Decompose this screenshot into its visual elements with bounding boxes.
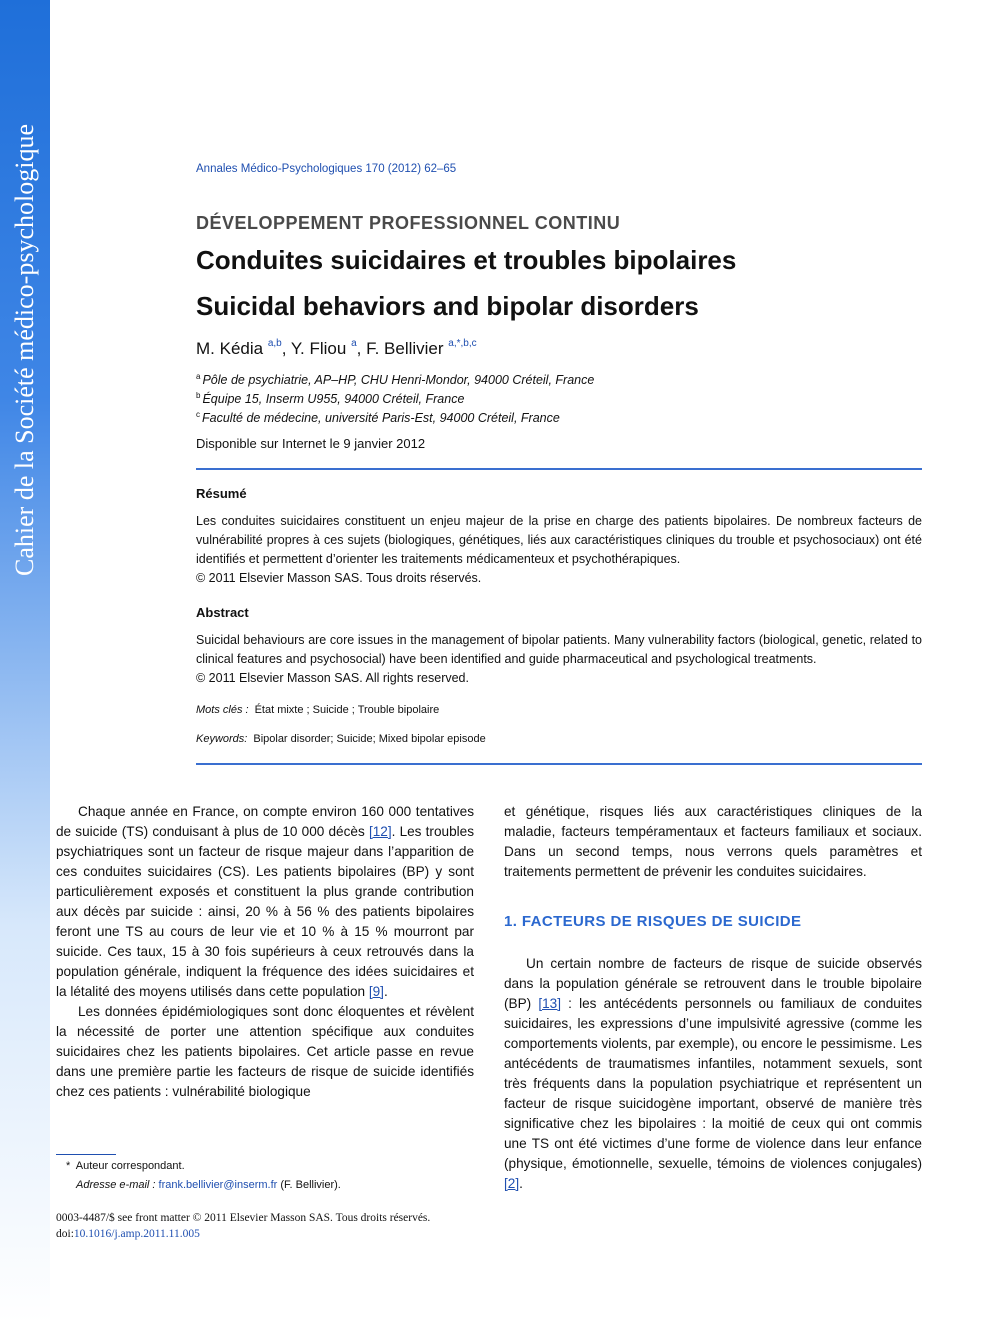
doi-link[interactable]: 10.1016/j.amp.2011.11.005: [73, 1228, 200, 1240]
author-affiliation-mark[interactable]: a: [351, 338, 357, 349]
doi-line: doi:10.1016/j.amp.2011.11.005: [56, 1228, 200, 1240]
paragraph: Un certain nombre de facteurs de risque de suicide observés dans la population générale se retrouvent dans le trouble bipolaire (BP) [13] : les antécédents personnels ou familiaux de conduites suicidaires, les expressions d’une impulsivité agressive (comme les comportements violents, par exemple), ou encore le pessimisme. Les antécédents de traumatismes infantiles, notamment sexuels, sont très fréquents dans la population psychiatrique et représentent un facteur de risque suicidogène important, observé de manière très significative chez les bipolaires : la moitié de ceux qui ont commis une TS ont été victimes d’une forme de violence dans leur enfance (physique, émotionnelle, sexuelle, témoins de violences conjugales) [2].: [504, 956, 922, 1191]
affiliation: $^c$ Faculté de médecine, université Paris-Est, 94000 Créteil, France: [196, 410, 560, 425]
divider-bottom: [196, 763, 922, 765]
author-affiliation-mark[interactable]: a,*,b,c: [448, 338, 477, 349]
footnote-divider: [56, 1154, 116, 1155]
author-name: F. Bellivier: [366, 339, 444, 358]
title-french: Conduites suicidaires et troubles bipolaires: [196, 245, 737, 275]
author-name: M. Kédia: [196, 339, 264, 358]
affiliation: $^b$ Équipe 15, Inserm U955, 94000 Créteil, France: [196, 391, 465, 406]
author-affiliation-mark[interactable]: a,b: [267, 338, 282, 349]
author-list: M. Kédia $^{a,b}$, Y. Fliou $^a$, F. Bellivier $^{a,*,b,c}$: [196, 338, 477, 358]
affiliation: $^a$ Pôle de psychiatrie, AP–HP, CHU Henri-Mondor, 94000 Créteil, France: [196, 372, 595, 387]
paragraph: Les données épidémiologiques sont donc éloquentes et révèlent la nécessité de porter une attention spécifique aux conduites suicidaires chez les patients bipolaires. Cet article passe en revue dans une première partie les facteurs de risque de suicide identifiés chez ces patients : vulnérabilité biologique: [56, 1004, 474, 1099]
body-column-left: [56, 802, 474, 1102]
footnote-corresponding: * Auteur correspondant.: [66, 1160, 185, 1172]
paragraph: et génétique, risques liés aux caractéristiques cliniques de la maladie, facteurs tempéramentaux et facteurs familiaux et sociaux. Dans un second temps, nous verrons quels paramètres et traitements permettent de prévenir les conduites suicidaires.: [504, 804, 922, 879]
citation-link[interactable]: [2]: [504, 1176, 520, 1191]
email-link[interactable]: frank.bellivier@inserm.fr: [158, 1179, 278, 1191]
resume-text: Les conduites suicidaires constituent un enjeu majeur de la prise en charge des patients bipolaires. De nombreux facteurs de vulnérabilité propres à ces sujets (biologiques, génétiques, liés aux caractéristiques cliniques du trouble et psychosociaux) ont été identifiés et permettent d’orienter les traitements médicamenteux et psychothérapiques. © 2011 Elsevier Masson SAS. Tous droits réservés.: [196, 514, 922, 585]
abstract-heading: Abstract: [196, 605, 249, 620]
abstract-copyright: © 2011 Elsevier Masson SAS. All rights reserved.: [196, 671, 469, 685]
title-english: Suicidal behaviors and bipolar disorders: [196, 291, 699, 321]
journal-sidebar: [0, 0, 50, 1323]
issn-line: 0003-4487/$ see front matter © 2011 Elsevier Masson SAS. Tous droits réservés.: [56, 1212, 431, 1224]
resume-copyright: © 2011 Elsevier Masson SAS. Tous droits réservés.: [196, 571, 482, 585]
author-name: Y. Fliou: [290, 339, 347, 358]
citation-link[interactable]: [13]: [538, 996, 562, 1011]
journal-reference[interactable]: Annales Médico-Psychologiques 170 (2012) 62–65: [196, 163, 457, 175]
section-label: DÉVELOPPEMENT PROFESSIONNEL CONTINU: [196, 213, 621, 233]
citation-link[interactable]: [12]: [368, 824, 392, 839]
citation-link[interactable]: [9]: [368, 984, 384, 999]
mots-cles: Mots clés : État mixte ; Suicide ; Trouble bipolaire: [196, 704, 440, 716]
abstract-text: Suicidal behaviours are core issues in the management of bipolar patients. Many vulnerability factors (biological, genetic, related to clinical features and psychosocial) have been identified and guide pharmaceutical and psychological treatments. © 2011 Elsevier Masson SAS. All rights reserved.: [196, 633, 922, 685]
sidebar-title: Cahier de la Société médico-psychologique: [10, 124, 39, 576]
footnote-email: Adresse e-mail : frank.bellivier@inserm.fr (F. Bellivier).: [76, 1179, 341, 1191]
keywords: Keywords: Bipolar disorder; Suicide; Mixed bipolar episode: [196, 733, 486, 745]
body-column-right: [504, 802, 922, 1194]
resume-heading: Résumé: [196, 486, 247, 501]
available-online-date: Disponible sur Internet le 9 janvier 2012: [196, 436, 426, 451]
section-heading: 1. FACTEURS DE RISQUES DE SUICIDE: [504, 913, 802, 930]
paragraph: Chaque année en France, on compte environ 160 000 tentatives de suicide (TS) conduisant à plus de 10 000 décès [12]. Les troubles psychiatriques sont un facteur de risque majeur dans l’apparition de ces conduites suicidaires (CS). Les patients bipolaires (BP) y sont particulièrement exposés et constituent la plus grande contribution aux décès par suicide : ainsi, 20 % à 56 % des patients bipolaires feront une TS au cours de leur vie et 10 % à 15 % mourront par suicide. Ces taux, 15 à 30 fois supérieurs à ceux retrouvés dans la population générale, indiquent la fréquence des idées suicidaires et la létalité des moyens utilisés dans cette population [9].: [56, 804, 475, 999]
divider-top: [196, 468, 922, 470]
